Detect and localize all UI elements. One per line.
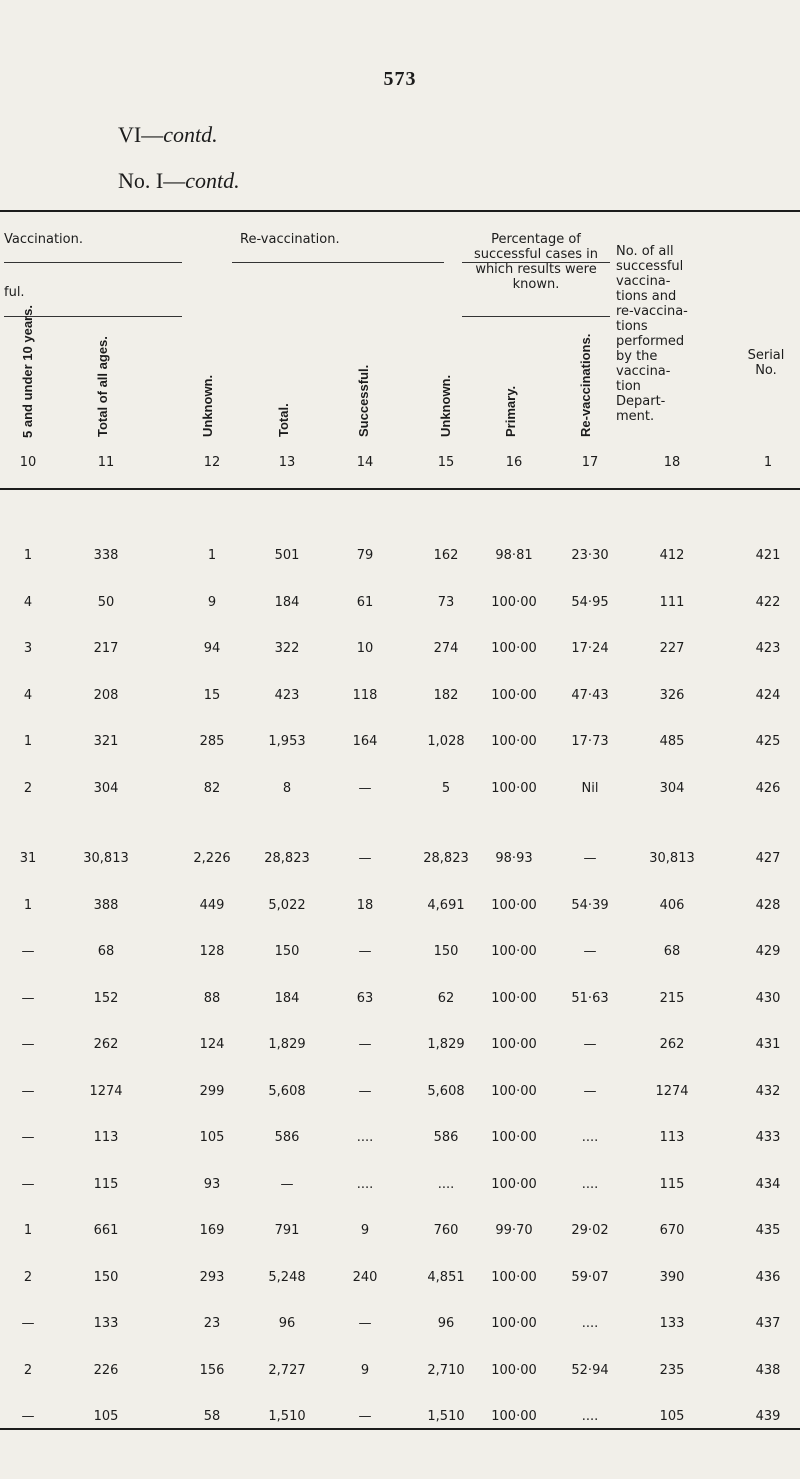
table-cell: 94 [203,641,221,656]
vaccination-group-header: Vaccination. [4,232,83,247]
col-total-all-ages: Total of all ages. [95,336,110,437]
table-cell: 152 [93,990,119,1006]
table-cell: 326 [659,687,685,703]
table-cell: 1,829 [268,1037,306,1052]
table-cell: 304 [93,780,119,796]
section-heading [118,122,218,148]
table-row [0,1409,800,1429]
table-cell: 184 [274,990,300,1006]
table-cell: 226 [93,1362,119,1378]
table-cell: 29·02 [571,1223,609,1238]
table-row [0,1130,800,1150]
table-cell: 5,608 [427,1083,465,1099]
table-cell: — [358,944,372,959]
top-rule [0,210,800,212]
table-cell: 156 [199,1362,225,1378]
table-cell: 98·81 [495,548,533,563]
table-cell: 5,248 [268,1269,306,1285]
table-cell: 17·24 [571,641,609,656]
serial-header [736,348,796,378]
serial-header-line: No. [755,363,777,378]
table-cell: 118 [352,687,378,703]
total-header-line: performed [616,334,685,349]
total-header-line: Depart- [616,394,666,409]
table-cell: 388 [93,897,119,913]
table-cell: 791 [274,1223,300,1238]
table-cell: 28,823 [423,851,469,866]
table-cell: 61 [356,594,374,610]
table-cell: 184 [274,594,300,610]
col-total: Total. [276,403,291,437]
revaccination-group-header: Re-vaccination. [240,232,340,247]
table-cell: 100·00 [491,687,537,703]
section-heading-roman: VI— [118,122,164,147]
table-cell: 9 [360,1362,370,1378]
table-cell: — [280,1176,294,1192]
table-cell: 150 [93,1269,119,1285]
table-cell: 113 [659,1130,685,1145]
table-cell: 4 [23,687,33,703]
total-header-line: No. of all [616,244,674,259]
table-cell: 293 [199,1269,225,1285]
table-cell: 28,823 [264,851,310,866]
table-cell: — [358,851,372,866]
table-cell: 424 [755,687,781,703]
table-cell: — [21,1037,35,1052]
table-cell: 2 [23,1269,33,1285]
table-row [0,851,800,871]
table-cell: 322 [274,641,300,656]
table-cell: 54·39 [571,897,609,913]
table-cell: 17·73 [571,734,609,749]
table-cell: 5,022 [268,897,306,913]
section-heading-italic: contd. [163,122,218,147]
table-cell: 433 [755,1130,781,1145]
table-cell: 162 [433,548,459,563]
header-bottom-rule [0,488,800,490]
table-cell: 436 [755,1269,781,1285]
table-cell: 208 [93,687,119,703]
table-cell: 100·00 [491,1176,537,1192]
table-cell: 262 [93,1037,119,1052]
table-cell: 164 [352,734,378,749]
revaccination-group-rule [232,262,444,263]
total-header-line: tions [616,319,648,334]
table-cell: — [358,780,372,796]
table-cell: .... [356,1176,374,1192]
table-cell: — [21,1176,35,1192]
total-header-line: by the [616,349,658,364]
table-cell: 5,608 [268,1083,306,1099]
table-cell: 431 [755,1037,781,1052]
table-cell: 2,727 [268,1362,306,1378]
table-row [0,781,800,801]
table-cell: 422 [755,594,781,610]
table-cell: 449 [199,897,225,913]
table-cell: Nil [581,780,599,796]
table-cell: 100·00 [491,897,537,913]
column-number: 13 [278,455,296,470]
table-cell: 100·00 [491,990,537,1006]
table-cell: 100·00 [491,1269,537,1285]
table-cell: 1,028 [427,734,465,749]
table-cell: 274 [433,641,459,656]
table-cell: .... [437,1176,455,1192]
total-header-line: successful [616,259,684,274]
table-cell: 9 [360,1223,370,1238]
table-cell: 2,710 [427,1362,465,1378]
percentage-header-line: successful cases in [473,247,599,262]
total-header-line: re-vaccina- [616,304,688,319]
table-row [0,1316,800,1336]
table-cell: 1,953 [268,734,306,749]
table-cell: 3 [23,641,33,656]
table-cell: 1 [207,548,217,563]
table-row [0,1363,800,1383]
table-cell: 115 [93,1176,119,1192]
table-cell: 670 [659,1223,685,1238]
column-number: 14 [356,455,374,470]
table-cell: 111 [659,594,685,610]
total-successful-header [616,244,688,424]
table-row [0,1223,800,1243]
table-cell: 150 [433,944,459,959]
table-cell: — [358,1316,372,1331]
table-row [0,734,800,754]
table-cell: 1,829 [427,1037,465,1052]
table-cell: 51·63 [571,990,609,1006]
table-cell: 100·00 [491,1083,537,1099]
table-cell: 54·95 [571,594,609,610]
table-cell: 4 [23,594,33,610]
column-number: 1 [763,455,773,470]
table-cell: 52·94 [571,1362,609,1378]
table-cell: 23 [203,1316,221,1331]
table-cell: 1,510 [268,1409,306,1424]
total-header-line: tion [616,379,641,394]
table-cell: 100·00 [491,1316,537,1331]
table-cell: 133 [93,1316,119,1331]
table-cell: 18 [356,897,374,913]
table-cell: — [358,1037,372,1052]
table-cell: .... [356,1130,374,1145]
table-cell: 426 [755,780,781,796]
page-number: 573 [383,68,417,90]
table-cell: 2 [23,780,33,796]
total-header-line: vaccina- [616,364,671,379]
table-cell: 82 [203,780,221,796]
table-cell: 425 [755,734,781,749]
table-cell: 100·00 [491,734,537,749]
table-cell: 304 [659,780,685,796]
table-cell: 113 [93,1130,119,1145]
table-cell: 100·00 [491,780,537,796]
column-number: 11 [97,455,115,470]
table-cell: 435 [755,1223,781,1238]
table-row [0,1084,800,1104]
table-cell: 124 [199,1037,225,1052]
table-row [0,548,800,568]
table-cell: 4,691 [427,897,465,913]
table-cell: 1 [23,1223,33,1238]
table-cell: 79 [356,548,374,563]
table-cell: 262 [659,1037,685,1052]
table-cell: 23·30 [571,548,609,563]
table-cell: 501 [274,548,300,563]
col-successful: Successful. [356,364,371,437]
table-cell: — [358,1409,372,1424]
total-header-line: vaccina- [616,274,671,289]
table-cell: 31 [19,851,37,866]
table-cell: 412 [659,548,685,563]
table-cell: 2 [23,1362,33,1378]
col-revaccinations: Re-vaccinations. [578,333,593,437]
table-cell: 430 [755,990,781,1006]
table-cell: 93 [203,1176,221,1192]
table-cell: 1 [23,897,33,913]
table-cell: 9 [207,594,217,610]
table-cell: 434 [755,1176,781,1192]
table-cell: .... [581,1176,599,1192]
table-cell: 661 [93,1223,119,1238]
table-heading-roman: No. I— [118,168,186,193]
table-cell: .... [581,1316,599,1331]
table-row [0,1037,800,1057]
table-cell: 5 [441,780,451,796]
col-5-and-under-10: 5 and under 10 years. [20,305,35,438]
total-header-line: ment. [616,409,655,424]
table-cell: 390 [659,1269,685,1285]
table-cell: 4,851 [427,1269,465,1285]
table-cell: 1274 [655,1083,689,1099]
table-cell: 437 [755,1316,781,1331]
table-cell: 63 [356,990,374,1006]
vaccination-group-rule [4,262,182,263]
table-cell: 423 [755,641,781,656]
table-cell: 98·93 [495,851,533,866]
table-cell: 68 [663,944,681,959]
table-cell: 428 [755,897,781,913]
table-cell: 406 [659,897,685,913]
table-cell: 73 [437,594,455,610]
table-cell: 59·07 [571,1269,609,1285]
table-cell: 169 [199,1223,225,1238]
table-row [0,641,800,661]
table-cell: 182 [433,687,459,703]
table-row [0,1177,800,1197]
col-unknown-vaccination: Unknown. [200,374,215,437]
column-number: 10 [19,455,37,470]
table-cell: 58 [203,1409,221,1424]
table-cell: 30,813 [83,851,129,866]
table-cell: — [583,944,597,959]
bottom-rule [0,1428,800,1430]
table-cell: 99·70 [495,1223,533,1238]
table-cell: 133 [659,1316,685,1331]
table-row [0,898,800,918]
column-number: 15 [437,455,455,470]
table-cell: 105 [93,1409,119,1424]
table-row [0,991,800,1011]
table-cell: 438 [755,1362,781,1378]
table-cell: — [583,1037,597,1052]
table-cell: 100·00 [491,1409,537,1424]
table-cell: 439 [755,1409,781,1424]
table-cell: 100·00 [491,1130,537,1145]
table-cell: 47·43 [571,687,609,703]
table-cell: 299 [199,1083,225,1099]
table-cell: — [583,1083,597,1099]
table-cell: 62 [437,990,455,1006]
col-primary: Primary. [503,385,518,437]
table-cell: .... [581,1130,599,1145]
table-cell: 429 [755,944,781,959]
table-cell: 1274 [89,1083,123,1099]
table-cell: — [583,851,597,866]
table-cell: 128 [199,944,225,959]
table-cell: 321 [93,734,119,749]
table-cell: 215 [659,990,685,1006]
column-number: 18 [663,455,681,470]
total-header-line: tions and [616,289,677,304]
table-cell: 485 [659,734,685,749]
table-row [0,688,800,708]
table-cell: 586 [433,1130,459,1145]
table-cell: 10 [356,641,374,656]
percentage-group-rule [462,262,610,263]
table-row [0,595,800,615]
table-row [0,1270,800,1290]
table-heading [118,168,240,194]
table-cell: 105 [659,1409,685,1424]
column-number: 17 [581,455,599,470]
table-cell: 15 [203,687,221,703]
table-cell: 100·00 [491,944,537,959]
table-cell: — [21,990,35,1006]
table-cell: 227 [659,641,685,656]
table-heading-italic: contd. [185,168,240,193]
table-cell: 240 [352,1269,378,1285]
column-number: 16 [505,455,523,470]
table-cell: 100·00 [491,1037,537,1052]
table-cell: 1 [23,548,33,563]
table-cell: 2,226 [193,851,231,866]
table-cell: 30,813 [649,851,695,866]
table-cell: 150 [274,944,300,959]
table-cell: 586 [274,1130,300,1145]
table-cell: .... [581,1409,599,1424]
table-cell: — [21,1083,35,1099]
col-unknown-revaccination: Unknown. [438,374,453,437]
table-cell: 100·00 [491,1362,537,1378]
table-cell: 338 [93,548,119,563]
table-cell: 432 [755,1083,781,1099]
table-cell: 235 [659,1362,685,1378]
table-cell: 1,510 [427,1409,465,1424]
table-cell: — [21,1130,35,1145]
column-number: 12 [203,455,221,470]
serial-header-line: Serial [747,348,785,363]
table-cell: 421 [755,548,781,563]
table-cell: — [358,1083,372,1099]
table-cell: 68 [97,944,115,959]
table-cell: 100·00 [491,594,537,610]
ful-subheader: ful. [4,285,25,300]
table-cell: 1 [23,734,33,749]
table-cell: — [21,1409,35,1424]
table-cell: 423 [274,687,300,703]
table-cell: 8 [282,780,292,796]
percentage-header-line: known. [512,277,560,292]
table-cell: 105 [199,1130,225,1145]
table-cell: 285 [199,734,225,749]
table-cell: 50 [97,594,115,610]
table-cell: 760 [433,1223,459,1238]
table-cell: 88 [203,990,221,1006]
table-cell: 100·00 [491,641,537,656]
table-cell: 96 [278,1316,296,1331]
table-cell: — [21,1316,35,1331]
table-cell: 96 [437,1316,455,1331]
table-row [0,944,800,964]
percentage-header-line: Percentage of [491,232,581,247]
table-cell: 217 [93,641,119,656]
table-cell: 427 [755,851,781,866]
percentage-header-line: which results were [475,262,597,277]
table-cell: 115 [659,1176,685,1192]
table-cell: — [21,944,35,959]
